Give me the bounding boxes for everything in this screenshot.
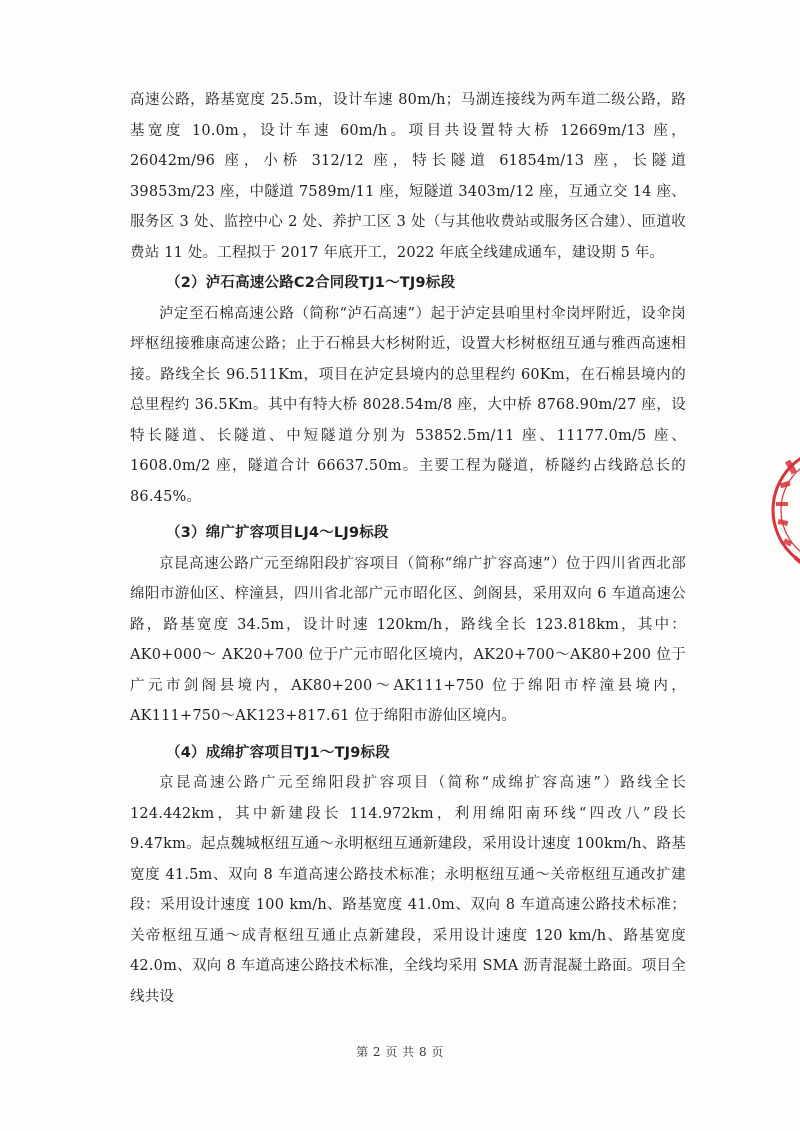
paragraph-section-4: 京昆高速公路广元至绵阳段扩容项目（简称“成绵扩容高速”）路线全长 124.442km，其中新建段长 114.972km，利用绵阳南环线“四改八”段长 9.47km。起点魏城枢纽互通～永明枢纽互通新建段，采用设计速度 100km/h、路基宽度 41.5m、双向 8 车道高速公路技术标准；永明枢纽互通～关帝枢纽互通改扩建段：采用设计速度 100 km/h、路基宽度 41.0m、双向 8 车道高速公路技术标准；关帝枢纽互通～成青枢纽互通止点新建段，采用设计速度 120 km/h、路基宽度 42.0m、双向 8 车道高速公路技术标准，全线均采用 SMA 沥青混凝土路面。项目全线共设 [130,775,686,1005]
page-footer: 第 2 页 共 8 页 [356,1045,444,1059]
document-body [130,85,686,1012]
paragraph-section-2: 泸定至石棉高速公路（简称“泸石高速”）起于泸定县咱里村伞岗坪附近，设伞岗坪枢纽接雅康高速公路；止于石棉县大杉树附近，设置大杉树枢纽互通与雅西高速相接。路线全长 96.511Km，项目在泸定县境内的总里程约 60Km，在石棉县境内的总里程约 36.5Km。其中有特大桥 8028.54m/8 座，大中桥 8768.90m/27 座，设特长隧道、长隧道、中短隧道分别为 53852.5m/11 座、11177.0m/5 座、1608.0m/2 座，隧道合计 66637.50m。主要工程为隧道，桥隧约占线路总长的 86.45%。 [130,305,686,505]
heading-section-3: （3）绵广扩容项目LJ4～LJ9标段 [166,525,389,541]
paragraph-section-3: 京昆高速公路广元至绵阳段扩容项目（简称“绵广扩容高速”）位于四川省西北部绵阳市游仙区、梓潼县，四川省北部广元市昭化区、剑阁县，采用双向 6 车道高速公路，路基宽度 34.5m，设计时速 120km/h，路线全长 123.818km，其中：AK0+000～ AK20+700 位于广元市昭化区境内，AK20+700～AK80+200 位于广元市剑阁县境内，AK80+200～AK111+750 位于绵阳市梓潼县境内，AK111+750～AK123+817.61 位于绵阳市游仙区境内。 [130,555,686,724]
paragraph-project-1-continued: 高速公路，路基宽度 25.5m，设计车速 80m/h；马湖连接线为两车道二级公路，路基宽度 10.0m，设计车速 60m/h。项目共设置特大桥 12669m/13 座，26042m/96 座，小桥 312/12 座，特长隧道 61854m/13 座，长隧道 39853m/23 座，中隧道 7589m/11 座，短隧道 3403m/12 座，互通立交 14 座、服务区 3 处、监控中心 2 处、养护工区 3 处（与其他收费站或服务区合建）、匝道收费站 11 处。工程拟于 2017 年底开工，2022 年底全线建成通车，建设期 5 年。 [130,92,686,261]
seal-stamp [750,420,800,600]
heading-section-2: （2）泸石高速公路C2合同段TJ1～TJ9标段 [166,275,456,291]
heading-section-4: （4）成绵扩容项目TJ1～TJ9标段 [166,744,390,761]
